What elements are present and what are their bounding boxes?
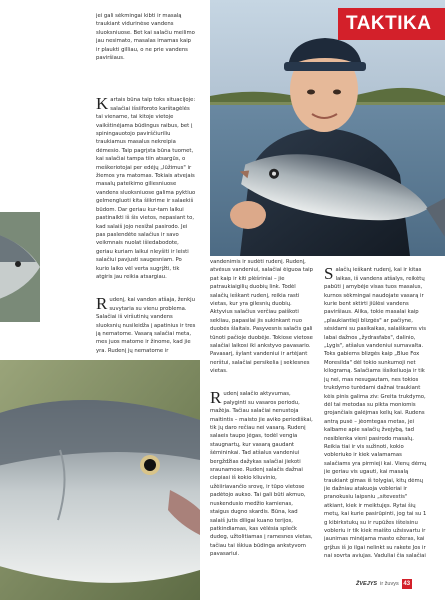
drop-cap: K [96, 94, 109, 114]
paragraph-text: udenj, kai vandon atšaja, ženkju suvytaria su vienu problema. Salačiai iš viršutinių vandens sluoksnių nusileidža į apatinius ir tres ją nematome. Vasarą salačiai meta, mes juos matome ir žinome, kad jie yra. Rudenį jų nematome ir [96, 297, 196, 354]
paragraph-text: alačių ieškant rudenį, kai ir kitas laikas, iš vandens atšalys, reikėtų pabūti į amybėje visas tuos masalus, kurnos sėkmingai naudojate vasarą ir kurie bent sktirti jiūlėsi vandens paviršiaus. Alika, tokie masalai kaip „plaukiantieji blizgės" ar pačiyne, sėsidami su pasikaikas, salaiškams vis labai dažnos „žydrasfabs", dalinio, „Lygis", atšalus vandeniui sumavalta. Toks gabiems blizgės kaip „Blue Fox Moresilda" dėl tokio sunkumoji net kilogramą. Salačiams išsikeliuoja ir tik jų nei, mas nesugautam, nes tokios trukdymo turėdami dažnai traukiant kėis pinis galima ziv: Greita trukdymo, dėl tai metodas su pikta moniomis grojančiais galėjmas kelių kai. Rudens antrą pusė – jėomtegas metas, jei kalbame apie salačių žvejybą, tad nesiblenka vieni pasirodo masalų. Reikia tiai ir vis sužinoti, kokio vobleriuko ir kiek valamamas salačiams yra pirmieji kai. Vienų dėmų jie geriau vis ugauti, kai masalą traukiant gimas iš tolygiai, kitų dėmų jie dažniau atakuoja vobleriai ir pranokusiu laipsniu „sitevestis" atkiant, kiek ir meiktujęs. Rytai šių metų, kai kurie pasirūpinti, jog tai su 1 g kibirkstukų su ir rupūžes išteisinu vobleriu ir tik kiek maišto užsisvartu ir jaunimas minėjama masto ežeras, kai grįžus iš jo ilgai nelinkt su rakete Jos ir nai sovrta aviujas. Vaduliai čia salačiai [324, 267, 427, 558]
article-paragraph [324, 258, 428, 558]
page-number: 43 [403, 581, 411, 587]
drop-cap: S [324, 264, 334, 284]
section-tag: TAKTIKA [338, 8, 445, 40]
article-paragraph [210, 382, 313, 582]
article-paragraph [96, 88, 196, 280]
paragraph-text: artais būna taip toks situacijoje: salačiai išsiiforoto karštagėlės tai viename, tai kitoje vietoje vaikštinėjama būdingus raibus, bet į spiningauotojo pavirščiuriliu traukiamus masalus nekreipia dėmesio. Taip pagrįsta būna tuomet, kai salačiai tampa tiin atsargūs, o meškeriotojai per edėjų „lūžimus" ir žiemos yra matomas. Tokiais atvejais masalų pateikimo giliesniuose vandens sluoksniuose galima pyktiuo gelmengluoti kita šiikrime ir salaekiš būdom. Dar geriau kur-tam laikui pastinaikti iš šis vietos, nepasiant to, kad salaiš jojo nesižal pasirodo. Jei pas paslendėte salačius ir savo veikmnais nuolat išiedabodote, geriau kuriam laikui nleyšiti ir leisti salačiui pavjusti saugesniam. Po kurio laiko vėl verta sugrįžti, tik atgiris jau reikia atsargiau. [96, 97, 196, 280]
paragraph-text: udenį salačio aktyvumas, palyginti su vasaros periodu, mažėja. Tačiau salačiai nenustoja maitintis – maisto jie aviko periodiškai, tik jų daro rečiau nei vasarą. Rudenį salaeis taupo jėgas, todėl vengia staugnartų, kur vasarą gaudant šėmininkai. Tad atšalus vandeniui bergždžias dažykas salačiai jiekoti sraunamose. Rudenį salačis dažnai ciepiasi iš kokio kliuvinio, užėiiriavančio srovę, ir tūpo vietose padėtojo aukso. Tai gali būti akmuo, nuskendusio medžio kamienas, staigus dugno skardis. Būna, kad salaiš jutis diligai kuano terijos, patkindiamas, kas vėlėsia splečk dudeg, užtolitiamas į ramesnes vietas, tačiau tai iškiua būdinga ankstyvom pavasariui. [210, 391, 313, 558]
page-footer [356, 578, 412, 590]
magazine-subtitle: ir žuvys [380, 581, 399, 587]
article-paragraph [96, 288, 196, 354]
magazine-brand: ŽVEJYS [356, 581, 378, 587]
fish-photo-fragment [0, 212, 40, 322]
drop-cap: R [210, 388, 222, 408]
fish-closeup-photo [0, 360, 200, 600]
article-paragraph: vandenimis ir sudėti rudenį. Rudenį, atvėsus vandeniui, salačiai ėiguoa taip pat kaip ir kiti plėšriniai – jie patraukiaigilių duobių link. Todėl salačių ieškant rudenį, reikia rasti vietas, kur yra gilesnių duobių. Aktyvius salačius verčiau paiškoti sekliau, papasilai jis sukinkant nuo duobės šlaitais. Pasyvesnis salačis gali tūnoti pačioje duobėje. Tokiose vietose salačiai laikosi iki ankstyvo pavasario. Pavasarį, šylant vandeniui ir artėjant nerštui, salačiai persikelia į seklesnes vietas. [210, 259, 313, 375]
article-text-intro: jei gali sėkmingai kibti ir masalą traukiant vidurinėse vandens sluoksniuose. Bet kai salačiu meilimo jau nesimato, masalas imamas kaip ir plaukti gilliau, o ne prie vandens paviršiaus. [96, 13, 195, 62]
drop-cap: R [96, 294, 108, 314]
